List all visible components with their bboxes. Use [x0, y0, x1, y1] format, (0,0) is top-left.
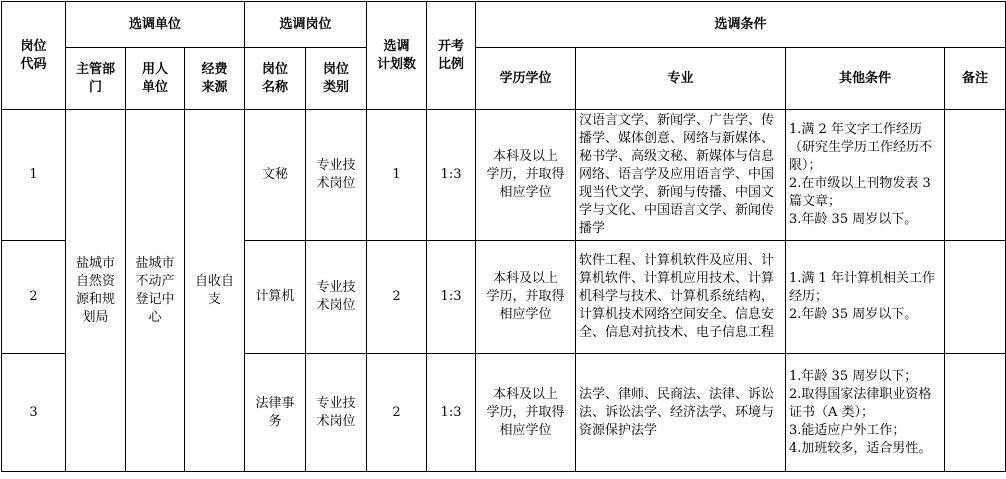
table-row: [2, 110, 1006, 241]
employer-cell: 盐城市 不动产 登记中 心: [126, 110, 185, 472]
header-major: 专业: [576, 48, 786, 110]
education: 本科及以上 学历，并取得 相应学位: [476, 241, 576, 354]
exam-ratio: 1:3: [427, 241, 476, 354]
post-code: 3: [2, 354, 66, 472]
remark: [945, 241, 1006, 354]
post-code: 2: [2, 241, 66, 354]
funding-cell: 自收自 支: [185, 110, 245, 472]
plan-count: 2: [367, 354, 427, 472]
post-type: 专业技 术岗位: [306, 354, 367, 472]
plan-count: 2: [367, 241, 427, 354]
header-post-code: 岗位 代码: [2, 2, 66, 110]
header-education: 学历学位: [476, 48, 576, 110]
post-name: 文秘: [245, 110, 306, 241]
post-name: 法律事 务: [245, 354, 306, 472]
major: 汉语言文学、新闻学、广告学、传播学、媒体创意、网络与新媒体、秘书学、高级文秘、新媒体与信息网络、语言学及应用语言学、中国现当代文学、新闻与传播、中国文学与文化、中国语言文学、新闻传播学: [576, 110, 786, 241]
post-name: 计算机: [245, 241, 306, 354]
exam-ratio: 1:3: [427, 354, 476, 472]
major: 法学、律师、民商法、法律、诉讼法、诉讼法学、经济法学、环境与资源保护法学: [576, 354, 786, 472]
exam-ratio: 1:3: [427, 110, 476, 241]
header-post-name: 岗位 名称: [245, 48, 306, 110]
header-employer: 用人 单位: [126, 48, 185, 110]
header-other: 其他条件: [786, 48, 945, 110]
other-conditions: 1.满 1 年计算机相关工作经历； 2.年龄 35 周岁以下。: [786, 241, 945, 354]
header-plan: 选调 计划数: [367, 2, 427, 110]
dept-cell: 盐城市 自然资 源和规 划局: [66, 110, 126, 472]
header-funding: 经费 来源: [185, 48, 245, 110]
header-dept: 主管部 门: [66, 48, 126, 110]
remark: [945, 354, 1006, 472]
plan-count: 1: [367, 110, 427, 241]
other-conditions: 1.年龄 35 周岁以下； 2.取得国家法律职业资格证书（A 类）； 3.能适应户外工作； 4.加班较多，适合男性。: [786, 354, 945, 472]
remark: [945, 110, 1006, 241]
education: 本科及以上 学历，并取得 相应学位: [476, 110, 576, 241]
recruitment-table: [1, 1, 1006, 472]
header-unit-group: 选调单位: [66, 2, 245, 48]
post-code: 1: [2, 110, 66, 241]
major: 软件工程、计算机软件及应用、计算机软件、计算机应用技术、计算机科学与技术、计算机系统结构，计算机技术网络空间安全、信息安全、信息对抗技术、电子信息工程: [576, 241, 786, 354]
header-cond-group: 选调条件: [476, 2, 1006, 48]
header-post-group: 选调岗位: [245, 2, 367, 48]
education: 本科及以上 学历，并取得 相应学位: [476, 354, 576, 472]
other-conditions: 1.满 2 年文字工作经历（研究生学历工作经历不限）； 2.在市级以上刊物发表 3 篇文章； 3.年龄 35 周岁以下。: [786, 110, 945, 241]
post-type: 专业技 术岗位: [306, 241, 367, 354]
header-remark: 备注: [945, 48, 1006, 110]
header-post-type: 岗位 类别: [306, 48, 367, 110]
post-type: 专业技 术岗位: [306, 110, 367, 241]
header-ratio: 开考 比例: [427, 2, 476, 110]
